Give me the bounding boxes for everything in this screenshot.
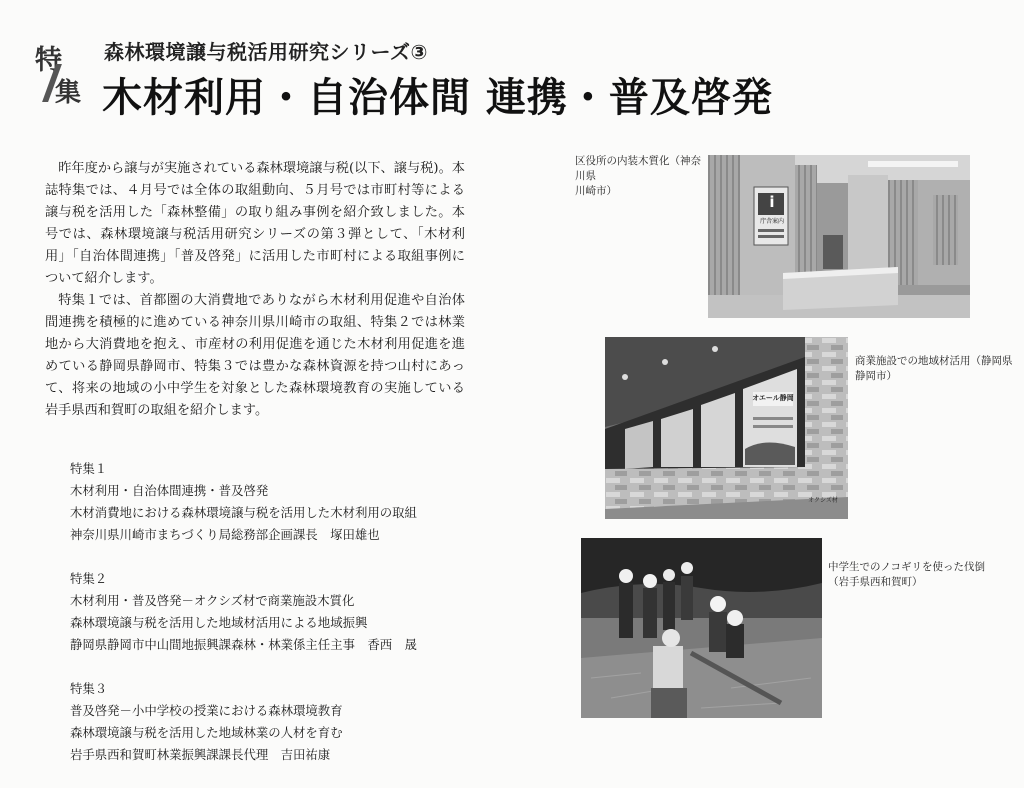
- wall-text: オクシズ材: [808, 497, 838, 504]
- intro-text: [45, 158, 465, 422]
- feature-heading: 特集２: [70, 571, 108, 586]
- feature-mark-char-1: 特: [35, 45, 62, 76]
- photo-commercial-facility: [605, 337, 848, 519]
- photo-1-caption: [575, 154, 710, 199]
- photo-2-caption-line-1: 商業施設での地域材活用（静岡県: [855, 355, 1013, 367]
- photo-2-caption: [855, 354, 1015, 384]
- intro-paragraph-1: 昨年度から譲与が実施されている森林環境譲与税(以下、譲与税)。本誌特集では、４月号では全体の取組動向、５月号では市町村等による譲与税を活用した「森林整備」の取り組み事例を紹介致しました。本号では、森林環境譲与税活用研究シリーズの第３弾として、「木材利用」「自治体間連携」「普及啓発」に活用した市町村による取組事例について紹介します。: [45, 161, 465, 286]
- feature-heading: 特集１: [70, 461, 108, 476]
- photo-ward-office-interior: [708, 155, 970, 318]
- feature-mark: [35, 38, 95, 108]
- feature-line: 木材利用・自治体間連携・普及啓発: [70, 483, 269, 498]
- feature-line: 岩手県西和賀町林業振興課課長代理 吉田祐康: [70, 747, 331, 762]
- photo-3-caption-line-1: 中学生でのノコギリを使った伐倒: [828, 561, 985, 573]
- feature-entry-1: [70, 458, 490, 546]
- photo-1-caption-line-2: 川崎市）: [575, 185, 617, 197]
- photo-3-caption-line-2: （岩手県西和賀町）: [828, 576, 923, 588]
- info-sign-icon: i: [769, 193, 775, 211]
- photo-3-caption: [828, 560, 998, 590]
- feature-line: 木材利用・普及啓発－オクシズ材で商業施設木質化: [70, 593, 355, 608]
- photo-2-caption-line-2: 静岡市）: [855, 370, 897, 382]
- series-title: 森林環境譲与税活用研究シリーズ③: [104, 40, 428, 64]
- feature-line: 普及啓発－小中学校の授業における森林環境教育: [70, 703, 343, 718]
- photo-students-sawing: [581, 538, 822, 718]
- feature-line: 森林環境譲与税を活用した地域林業の人材を育む: [70, 725, 343, 740]
- feature-list: [70, 458, 490, 788]
- photo-1-caption-line-1: 区役所の内装木質化（神奈川県: [575, 155, 701, 182]
- feature-mark-char-2: 集: [55, 78, 82, 108]
- feature-entry-2: [70, 568, 490, 656]
- intro-paragraph-2: 特集１では、首都圏の大消費地でありながら木材利用促進や自治体間連携を積極的に進めている神奈川県川崎市の取組、特集２では林業地から大消費地を抱え、市産材の利用促進を通じた木材利用促進を進めている静岡県静岡市、特集３では豊かな森林資源を持つ山村にあって、将来の地域の小中学生を対象とした森林環境教育の実施している岩手県西和賀町の取組を紹介します。: [45, 293, 465, 418]
- feature-line: 木材消費地における森林環境譲与税を活用した木材利用の取組: [70, 505, 417, 520]
- feature-line: 神奈川県川崎市まちづくり局総務部企画課長 塚田雄也: [70, 527, 380, 542]
- feature-line: 森林環境譲与税を活用した地域材活用による地域振興: [70, 615, 368, 630]
- banner-text: オエール静岡: [752, 394, 794, 402]
- page-title: 木材利用・自治体間 連携・普及啓発: [102, 75, 773, 121]
- feature-entry-3: [70, 678, 490, 766]
- info-sign-text: 庁舎案内: [759, 218, 784, 225]
- feature-line: 静岡県静岡市中山間地振興課森林・林業係主任主事 香西 晟: [70, 637, 417, 652]
- feature-heading: 特集３: [70, 681, 108, 696]
